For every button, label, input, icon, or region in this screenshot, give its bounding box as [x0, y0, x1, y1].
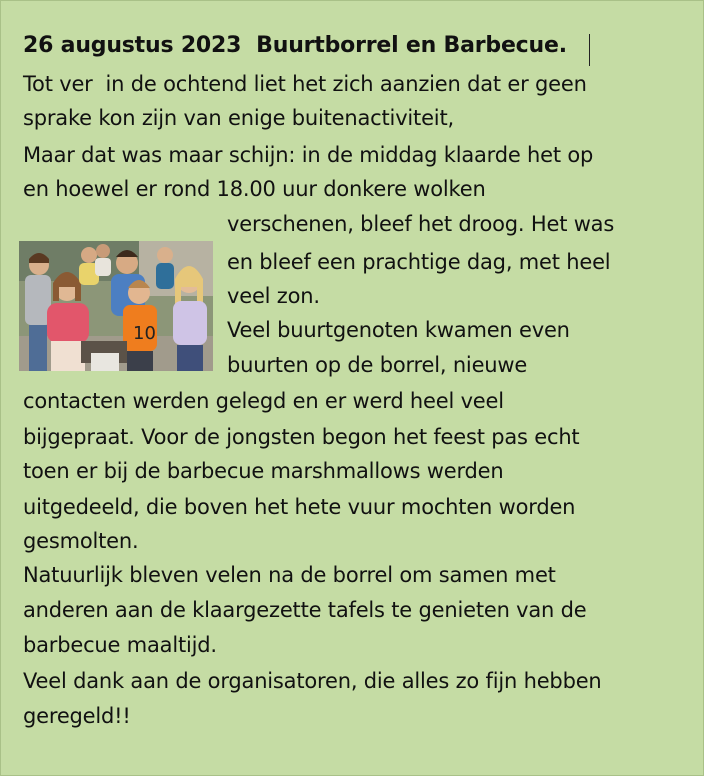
body-line-7: veel zon.: [227, 284, 320, 308]
body-line-11: bijgepraat. Voor de jongsten begon het feest pas echt: [23, 425, 580, 449]
event-photo: [19, 241, 213, 371]
body-line-9: buurten op de borrel, nieuwe: [227, 353, 528, 377]
body-line-10: contacten werden gelegd en er werd heel veel: [23, 389, 504, 413]
body-line-6: en bleef een prachtige dag, met heel: [227, 250, 611, 274]
body-line-5: verschenen, bleef het droog. Het was: [227, 212, 615, 236]
text-cursor: [589, 34, 590, 66]
svg-text:10: 10: [133, 323, 156, 344]
body-line-8: Veel buurtgenoten kwamen even: [227, 318, 570, 342]
body-line-2: sprake kon zijn van enige buitenactiviteit,: [23, 106, 454, 130]
body-line-4: en hoewel er rond 18.00 uur donkere wolken: [23, 177, 486, 201]
body-line-1: Tot ver in de ochtend liet het zich aanzien dat er geen: [23, 72, 587, 96]
body-line-18: Veel dank aan de organisatoren, die alles zo fijn hebben: [23, 669, 602, 693]
body-line-3: Maar dat was maar schijn: in de middag klaarde het op: [23, 143, 594, 167]
body-line-12: toen er bij de barbecue marshmallows werden: [23, 459, 504, 483]
body-line-19: geregeld!!: [23, 704, 131, 728]
article-title: 26 augustus 2023 Buurtborrel en Barbecue.: [23, 33, 567, 58]
body-line-16: anderen aan de klaargezette tafels te genieten van de: [23, 598, 587, 622]
body-line-13: uitgedeeld, die boven het hete vuur mochten worden: [23, 495, 576, 519]
body-line-17: barbecue maaltijd.: [23, 633, 217, 657]
body-line-14: gesmolten.: [23, 529, 139, 553]
body-line-15: Natuurlijk bleven velen na de borrel om samen met: [23, 563, 556, 587]
